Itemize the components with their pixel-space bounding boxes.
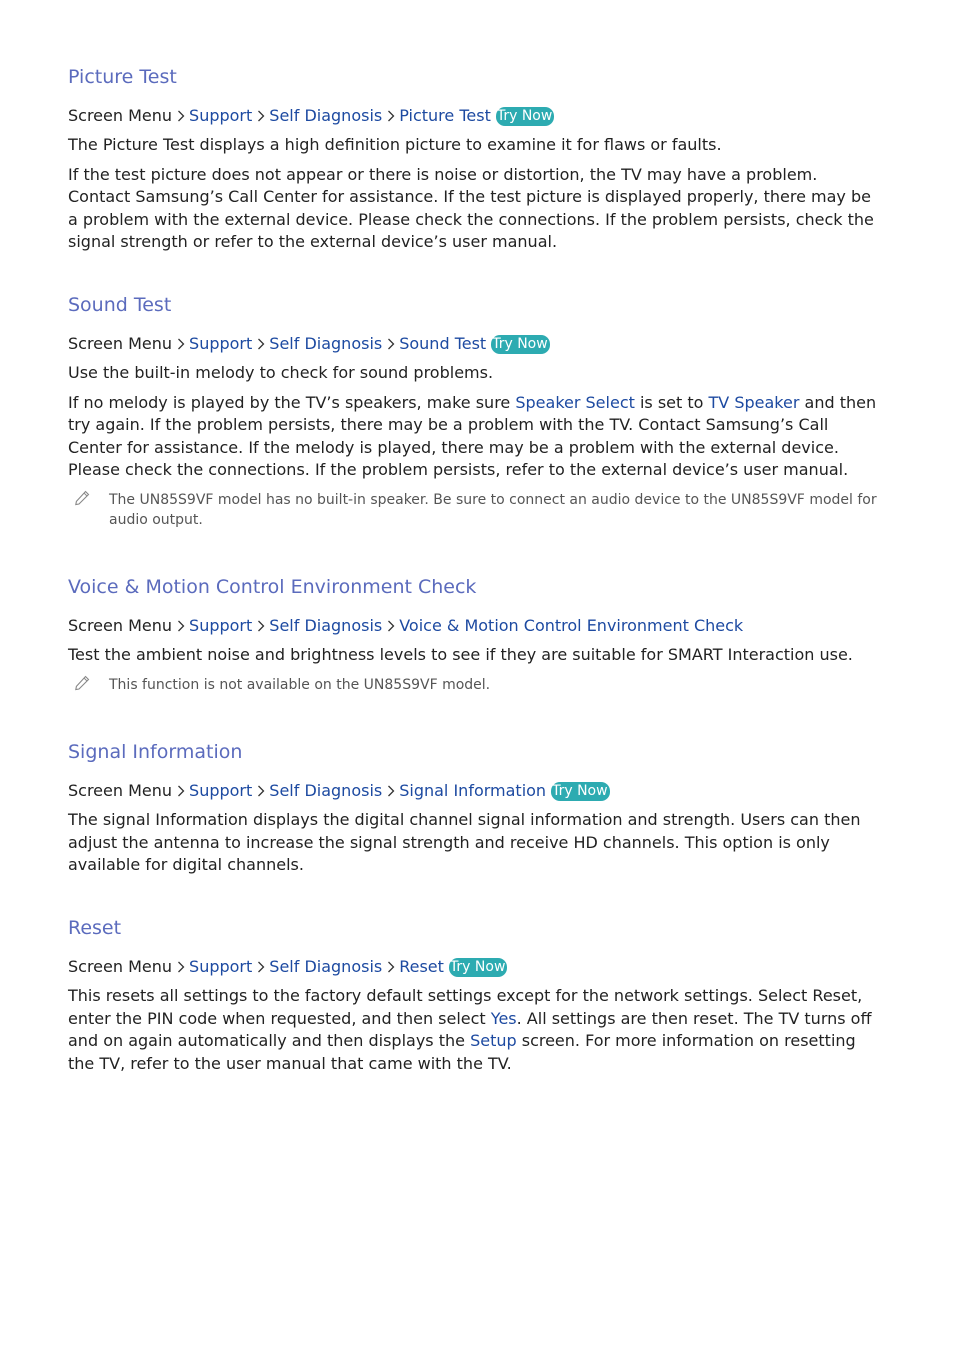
chevron-right-icon: [177, 620, 185, 632]
chevron-right-icon: [257, 338, 265, 350]
section-title: Reset: [68, 917, 122, 939]
text: This resets all settings to the factory default settings except for the network settings. Select Reset, enter the PIN code when requested, and then select: [68, 986, 863, 1028]
paragraph: The signal Information displays the digital channel signal information and strength. Users can then adjust the antenna to increase the signal strength and receive HD channels. This option is only available for digital channels.: [68, 810, 861, 874]
setup-term: Setup: [470, 1031, 517, 1050]
pencil-icon: [74, 490, 90, 506]
breadcrumb: [68, 105, 884, 127]
note-text: This function is not available on the UN85S9VF model.: [109, 676, 491, 693]
speaker-select-term: Speaker Select: [515, 392, 635, 412]
breadcrumb-support-link[interactable]: Support: [189, 616, 253, 635]
breadcrumb: [68, 333, 884, 355]
chevron-right-icon: [257, 620, 265, 632]
paragraph: Use the built-in melody to check for sound problems.: [68, 363, 494, 382]
text: and then try again. If the problem persists, there may be a problem with the TV. Contact Samsung’s Call Center for assistance. If the melody is played, there may be a problem with the external device. Please check the connections. If the problem persists, refer to the external device’s user manual.: [68, 392, 877, 479]
chevron-right-icon: [257, 961, 265, 973]
breadcrumb-sound-test-link[interactable]: Sound Test: [399, 334, 487, 353]
paragraph: The Picture Test displays a high definition picture to examine it for flaws or faults.: [68, 135, 722, 154]
breadcrumb-signal-information-link[interactable]: Signal Information: [399, 781, 547, 800]
paragraph: If the test picture does not appear or there is noise or distortion, the TV may have a problem. Contact Samsung’s Call Center for assistance. If the test picture is displayed properly, there may be a problem with the external device. Please check the connections. If the problem persists, check the signal strength or refer to the external device’s user manual.: [68, 164, 874, 251]
breadcrumb-self-diagnosis-link[interactable]: Self Diagnosis: [269, 106, 383, 125]
chevron-right-icon: [177, 785, 185, 797]
chevron-right-icon: [177, 338, 185, 350]
try-now-button[interactable]: Try Now: [496, 108, 553, 124]
chevron-right-icon: [387, 620, 395, 632]
breadcrumb: [68, 956, 884, 978]
chevron-right-icon: [257, 785, 265, 797]
chevron-right-icon: [257, 110, 265, 122]
breadcrumb-support-link[interactable]: Support: [189, 106, 253, 125]
section-title: Voice & Motion Control Environment Check: [68, 576, 477, 598]
text: is set to: [634, 392, 709, 412]
breadcrumb-support-link[interactable]: Support: [189, 957, 253, 976]
breadcrumb-root: Screen Menu: [68, 106, 173, 125]
breadcrumb-reset-link[interactable]: Reset: [399, 957, 444, 976]
chevron-right-icon: [387, 785, 395, 797]
breadcrumb-self-diagnosis-link[interactable]: Self Diagnosis: [269, 781, 383, 800]
tv-speaker-term: TV Speaker: [708, 392, 800, 412]
note: [68, 675, 884, 695]
paragraph: [68, 985, 884, 1075]
chevron-right-icon: [177, 110, 185, 122]
breadcrumb-self-diagnosis-link[interactable]: Self Diagnosis: [269, 616, 383, 635]
breadcrumb-root: Screen Menu: [68, 957, 173, 976]
note: [68, 490, 884, 530]
breadcrumb-self-diagnosis-link[interactable]: Self Diagnosis: [269, 957, 383, 976]
chevron-right-icon: [387, 338, 395, 350]
section-title: Sound Test: [68, 294, 172, 316]
breadcrumb-voice-motion-link[interactable]: Voice & Motion Control Environment Check: [399, 616, 744, 635]
pencil-icon: [74, 675, 90, 691]
paragraph: [68, 392, 884, 482]
try-now-button[interactable]: Try Now: [449, 959, 506, 975]
breadcrumb-support-link[interactable]: Support: [189, 781, 253, 800]
breadcrumb-self-diagnosis-link[interactable]: Self Diagnosis: [269, 334, 383, 353]
section-reset: [68, 916, 884, 1075]
section-title: Picture Test: [68, 66, 177, 88]
breadcrumb-root: Screen Menu: [68, 334, 173, 353]
breadcrumb: [68, 780, 884, 802]
chevron-right-icon: [177, 961, 185, 973]
text: screen. For more information on resetting the TV, refer to the user manual that came with the TV.: [68, 1031, 856, 1073]
paragraph: Test the ambient noise and brightness levels to see if they are suitable for SMART Interaction use.: [68, 645, 853, 664]
breadcrumb-support-link[interactable]: Support: [189, 334, 253, 353]
text: If no melody is played by the TV’s speakers, make sure: [68, 392, 516, 412]
breadcrumb-picture-test-link[interactable]: Picture Test: [399, 106, 491, 125]
section-signal-information: [68, 740, 884, 877]
section-title: Signal Information: [68, 741, 243, 763]
breadcrumb-root: Screen Menu: [68, 616, 173, 635]
yes-term: Yes: [490, 1008, 517, 1028]
breadcrumb: [68, 615, 884, 637]
section-voice-motion-check: [68, 575, 884, 695]
chevron-right-icon: [387, 110, 395, 122]
breadcrumb-root: Screen Menu: [68, 781, 173, 800]
section-sound-test: [68, 293, 884, 530]
chevron-right-icon: [387, 961, 395, 973]
note-text: The UN85S9VF model has no built-in speaker. Be sure to connect an audio device to the UN85S9VF model for audio output.: [109, 491, 877, 528]
try-now-button[interactable]: Try Now: [552, 783, 608, 799]
section-picture-test: [68, 65, 884, 254]
try-now-button[interactable]: Try Now: [492, 336, 548, 352]
text: . All settings are then reset. The TV turns off and on again automatically and then displays the: [68, 1008, 872, 1050]
